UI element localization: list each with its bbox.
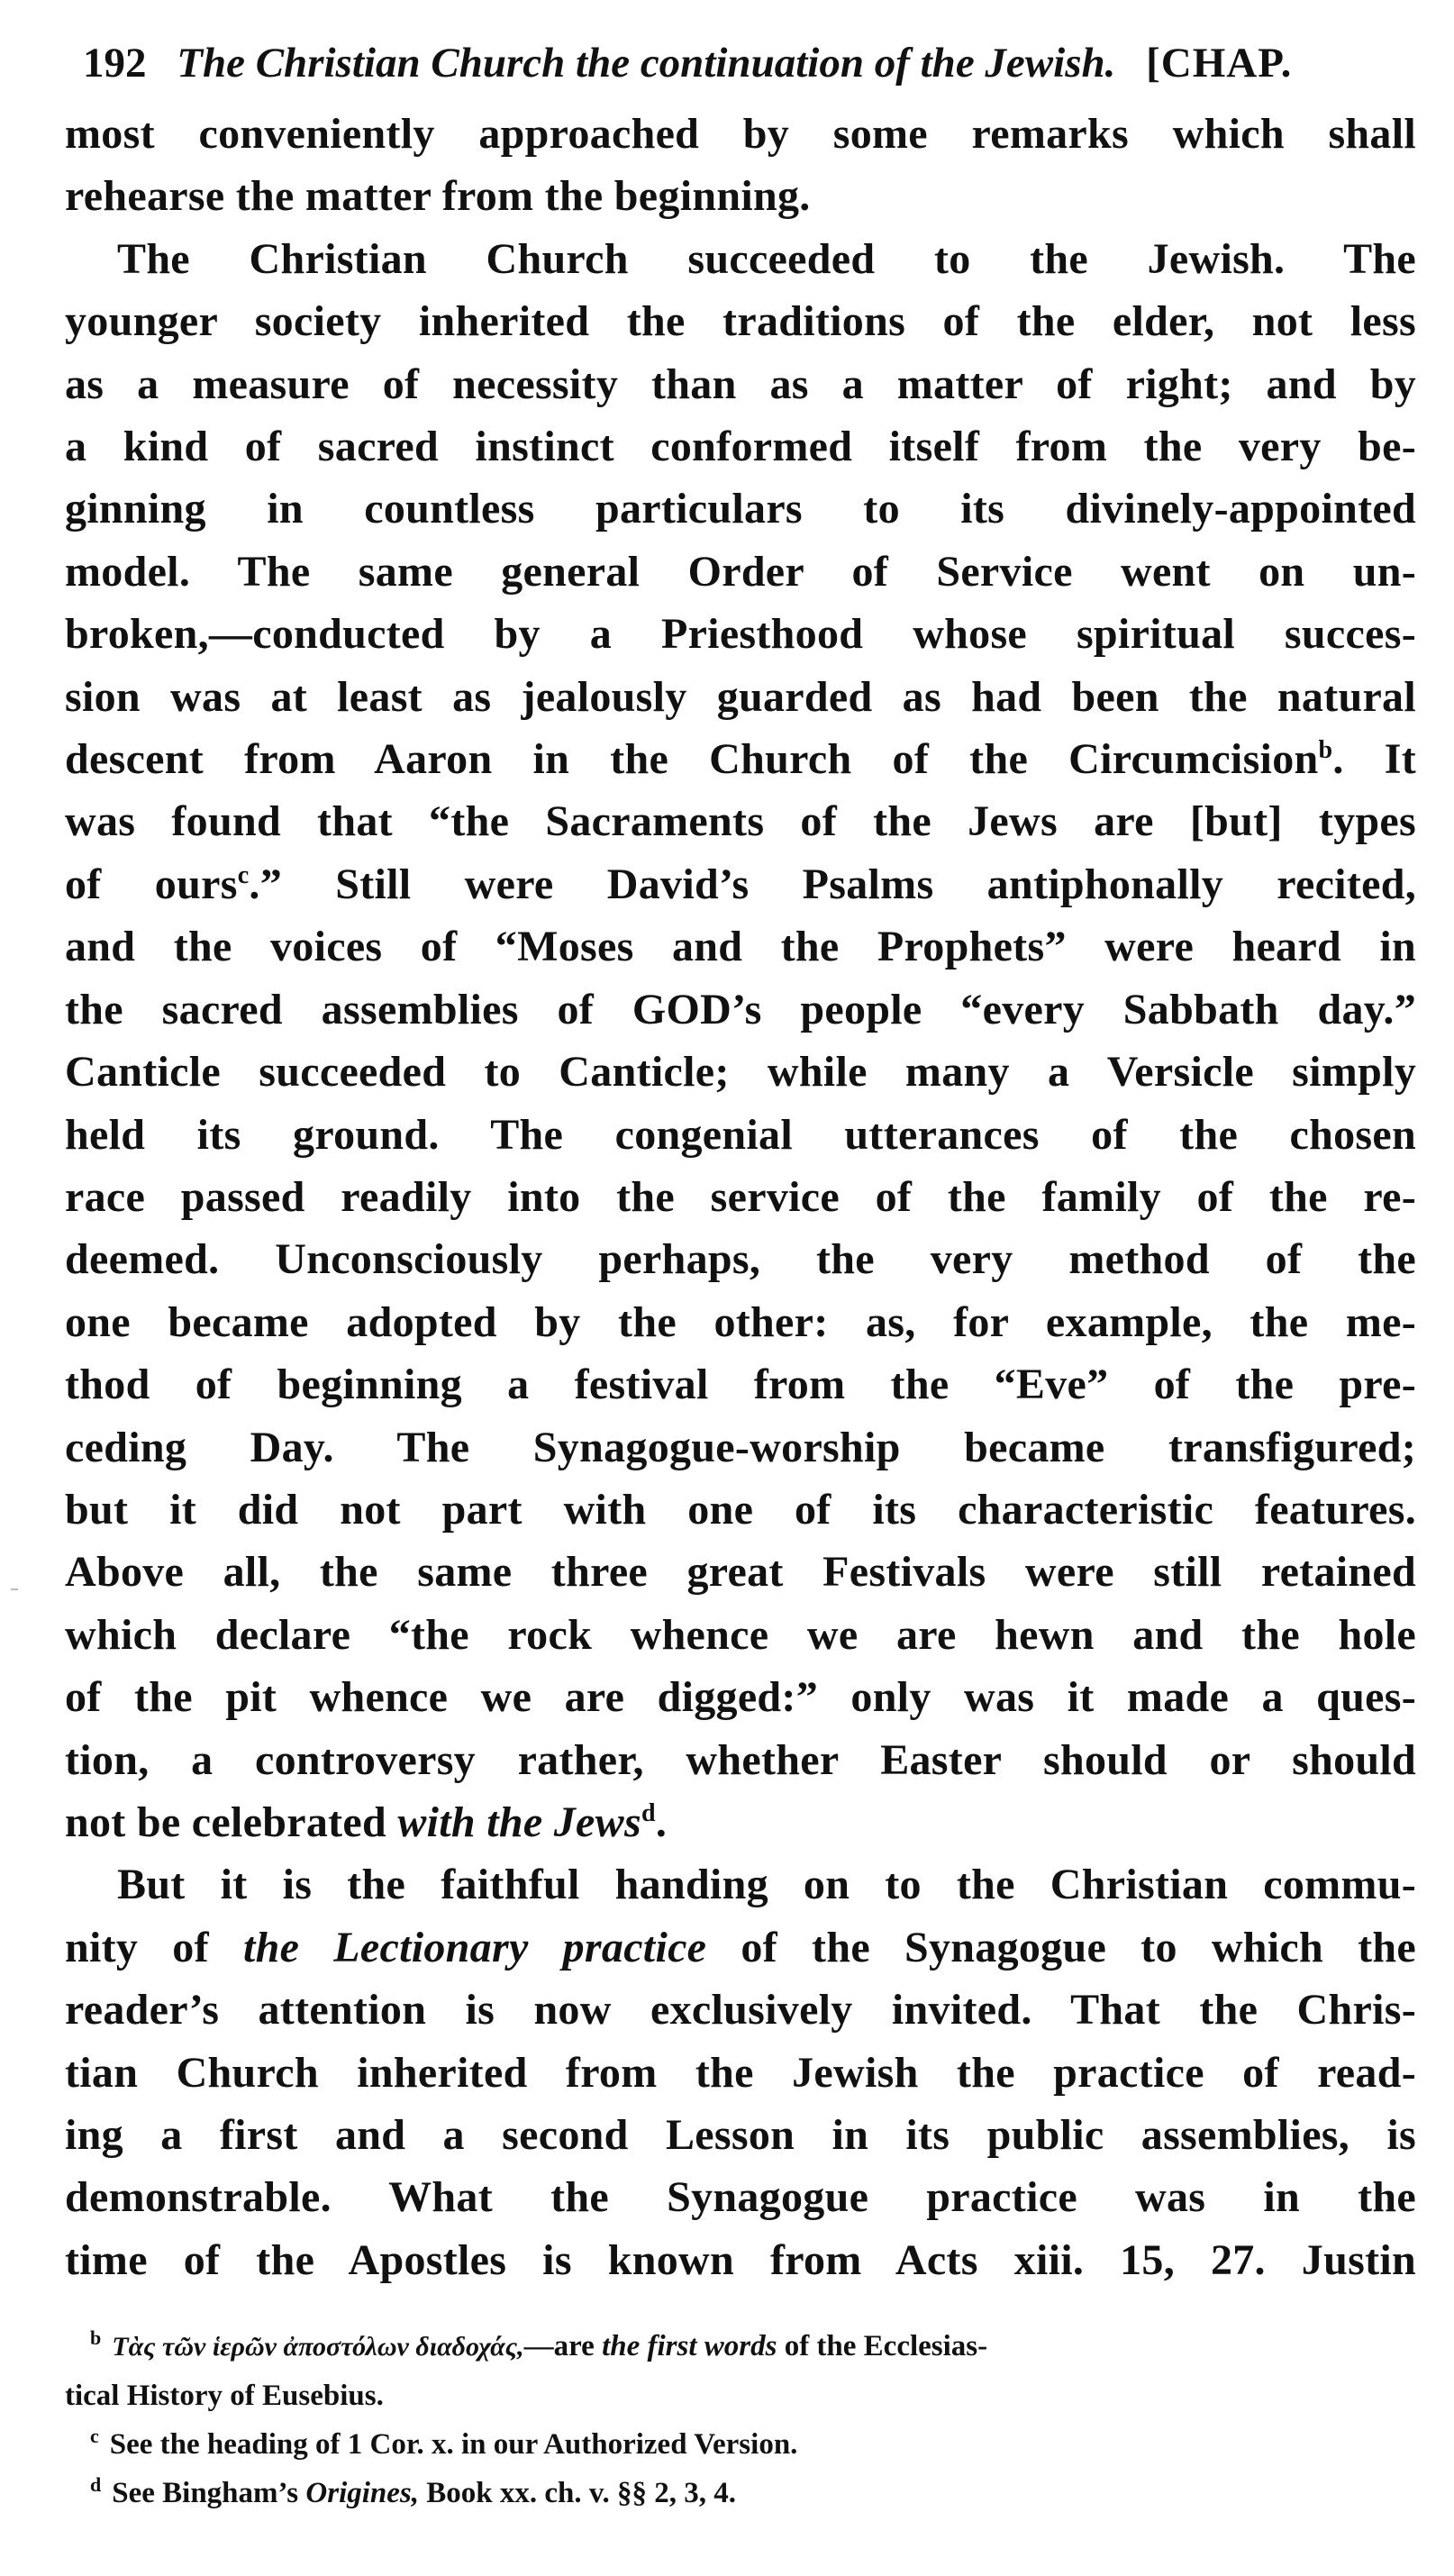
footnote-em: the first words xyxy=(602,2330,777,2363)
text-line xyxy=(65,1916,1416,1979)
italic-phrase: with the Jews xyxy=(397,1798,641,1846)
text-line xyxy=(65,1979,1416,2041)
text-line xyxy=(65,1041,1416,1103)
footnotes xyxy=(65,2322,1416,2517)
line-text: But it is the faithful handing on to the Christian commu- xyxy=(117,1861,1416,1909)
text-line xyxy=(65,2166,1416,2228)
text-line xyxy=(65,1666,1416,1728)
line-text-continued: .” Still were David’s Psalms antiphonally recited, xyxy=(249,860,1417,908)
line-text-continued: of the Synagogue to which the xyxy=(706,1923,1416,1971)
text-line xyxy=(65,541,1416,603)
book-page xyxy=(65,36,1416,2517)
line-text: thod of beginning a festival from the “Eve” of the pre- xyxy=(65,1361,1416,1409)
text-line xyxy=(65,2042,1416,2104)
page-number: 192 xyxy=(83,40,147,86)
line-text: deemed. Unconsciously perhaps, the very method of the xyxy=(65,1235,1416,1284)
text-line xyxy=(65,666,1416,728)
text-line xyxy=(65,853,1416,915)
footnote-rest: of the Ecclesias- xyxy=(777,2330,988,2363)
body-text xyxy=(65,103,1416,2291)
text-line xyxy=(65,478,1416,540)
footnote-em: Origines, xyxy=(305,2477,419,2510)
line-text: ceding Day. The Synagogue-worship became transfigured; xyxy=(65,1423,1416,1471)
line-text-continued: . It xyxy=(1332,735,1416,784)
line-text: one became adopted by the other: as, for example, the me- xyxy=(65,1297,1416,1346)
line-text: The Christian Church succeeded to the Jewish. The xyxy=(117,234,1416,283)
line-text-continued: . xyxy=(655,1798,668,1846)
text-line xyxy=(65,353,1416,415)
text-line xyxy=(65,2229,1416,2291)
line-text: broken,—conducted by a Priesthood whose spiritual succes- xyxy=(65,610,1416,659)
footnote-rest: Book xx. ch. v. §§ 2, 3, 4. xyxy=(419,2477,737,2510)
text-line xyxy=(65,1353,1416,1415)
text-line xyxy=(65,1791,1416,1853)
text-line xyxy=(65,2104,1416,2166)
line-text: ginning in countless particulars to its divinely-appointed xyxy=(65,485,1416,533)
line-text: descent from Aaron in the Church of the Circumcision xyxy=(65,735,1319,784)
line-text: the sacred assemblies of GOD’s people “every Sabbath day.” xyxy=(65,985,1416,1033)
footnote-reference: c xyxy=(237,860,250,889)
text-line xyxy=(65,1228,1416,1290)
line-text: model. The same general Order of Service went on un- xyxy=(65,547,1416,596)
text-line xyxy=(65,603,1416,665)
text-line xyxy=(65,1416,1416,1479)
text-line xyxy=(65,1166,1416,1228)
line-text: and the voices of “Moses and the Prophets” were heard in xyxy=(65,923,1416,971)
running-head xyxy=(83,36,1416,90)
line-text: sion was at least as jealously guarded as had been the natural xyxy=(65,672,1416,721)
line-text: ing a first and a second Lesson in its public assemblies, is xyxy=(65,2111,1416,2159)
line-text: a kind of sacred instinct conformed itself from the very be- xyxy=(65,423,1416,471)
line-text: Above all, the same three great Festivals were still retained xyxy=(65,1548,1416,1597)
italic-phrase: the Lectionary practice xyxy=(242,1923,707,1971)
text-line xyxy=(65,165,1416,227)
text-line xyxy=(65,1853,1416,1916)
footnote xyxy=(65,2469,1416,2517)
chapter-marker: [CHAP. xyxy=(1146,40,1293,86)
line-text: of ours xyxy=(65,860,238,908)
line-text: tion, a controversy rather, whether Easter should or should xyxy=(65,1735,1416,1784)
line-text: most conveniently approached by some remarks which shall xyxy=(65,110,1416,158)
footnote-reference: b xyxy=(1318,736,1333,765)
line-text: rehearse the matter from the beginning. xyxy=(65,172,811,221)
line-text: of the pit whence we are digged:” only was it made a ques- xyxy=(65,1673,1416,1722)
footnote-continuation: tical History of Eusebius. xyxy=(65,2380,384,2413)
footnote-rest: See the heading of 1 Cor. x. in our Authorized Version. xyxy=(109,2428,798,2462)
text-line xyxy=(65,228,1416,290)
text-line xyxy=(65,1104,1416,1166)
line-text: held its ground. The congenial utterances of the chosen xyxy=(65,1110,1416,1159)
text-line xyxy=(65,1729,1416,1791)
text-line xyxy=(65,979,1416,1041)
line-text: not be celebrated xyxy=(65,1798,398,1846)
text-line xyxy=(65,915,1416,978)
line-text: younger society inherited the traditions of the elder, not less xyxy=(65,297,1416,346)
footnote-greek: Τὰς τῶν ἱερῶν ἀποστόλων διαδοχάς, xyxy=(112,2332,524,2362)
line-text: reader’s attention is now exclusively invited. That the Chris- xyxy=(65,1986,1416,2034)
line-text: but it did not part with one of its characteristic features. xyxy=(65,1485,1416,1534)
line-text: tian Church inherited from the Jewish the practice of read- xyxy=(65,2048,1416,2097)
text-line xyxy=(65,1479,1416,1541)
text-line xyxy=(65,290,1416,352)
footnote-mark: c xyxy=(90,2425,99,2448)
line-text: which declare “the rock whence we are hewn and the hole xyxy=(65,1610,1416,1659)
line-text: was found that “the Sacraments of the Jews are [but] types xyxy=(65,797,1416,846)
footnote-dash: —are xyxy=(523,2330,603,2363)
line-text: race passed readily into the service of the family of the re- xyxy=(65,1172,1416,1221)
text-line xyxy=(65,103,1416,165)
line-text: as a measure of necessity than as a matter of right; and by xyxy=(65,360,1416,408)
footnote xyxy=(65,2420,1416,2469)
footnote-pre: See Bingham’s xyxy=(112,2477,306,2510)
footnote xyxy=(65,2322,1416,2371)
footnote-mark: b xyxy=(90,2326,102,2350)
text-line xyxy=(65,790,1416,852)
line-text: nity of xyxy=(65,1923,243,1971)
footnote-reference: d xyxy=(641,1798,656,1827)
line-text: Canticle succeeded to Canticle; while many a Versicle simply xyxy=(65,1048,1416,1097)
text-line xyxy=(65,415,1416,478)
line-text: demonstrable. What the Synagogue practice was in the xyxy=(65,2173,1416,2222)
line-text: time of the Apostles is known from Acts xiii. 15, 27. Justin xyxy=(65,2235,1416,2284)
footnote-mark: d xyxy=(90,2473,102,2497)
text-line xyxy=(65,1291,1416,1353)
text-line xyxy=(65,1604,1416,1666)
running-title: The Christian Church the continuation of the Jewish. xyxy=(177,40,1116,86)
text-line xyxy=(65,728,1416,790)
margin-mark xyxy=(11,1588,18,1590)
text-line xyxy=(65,1541,1416,1603)
